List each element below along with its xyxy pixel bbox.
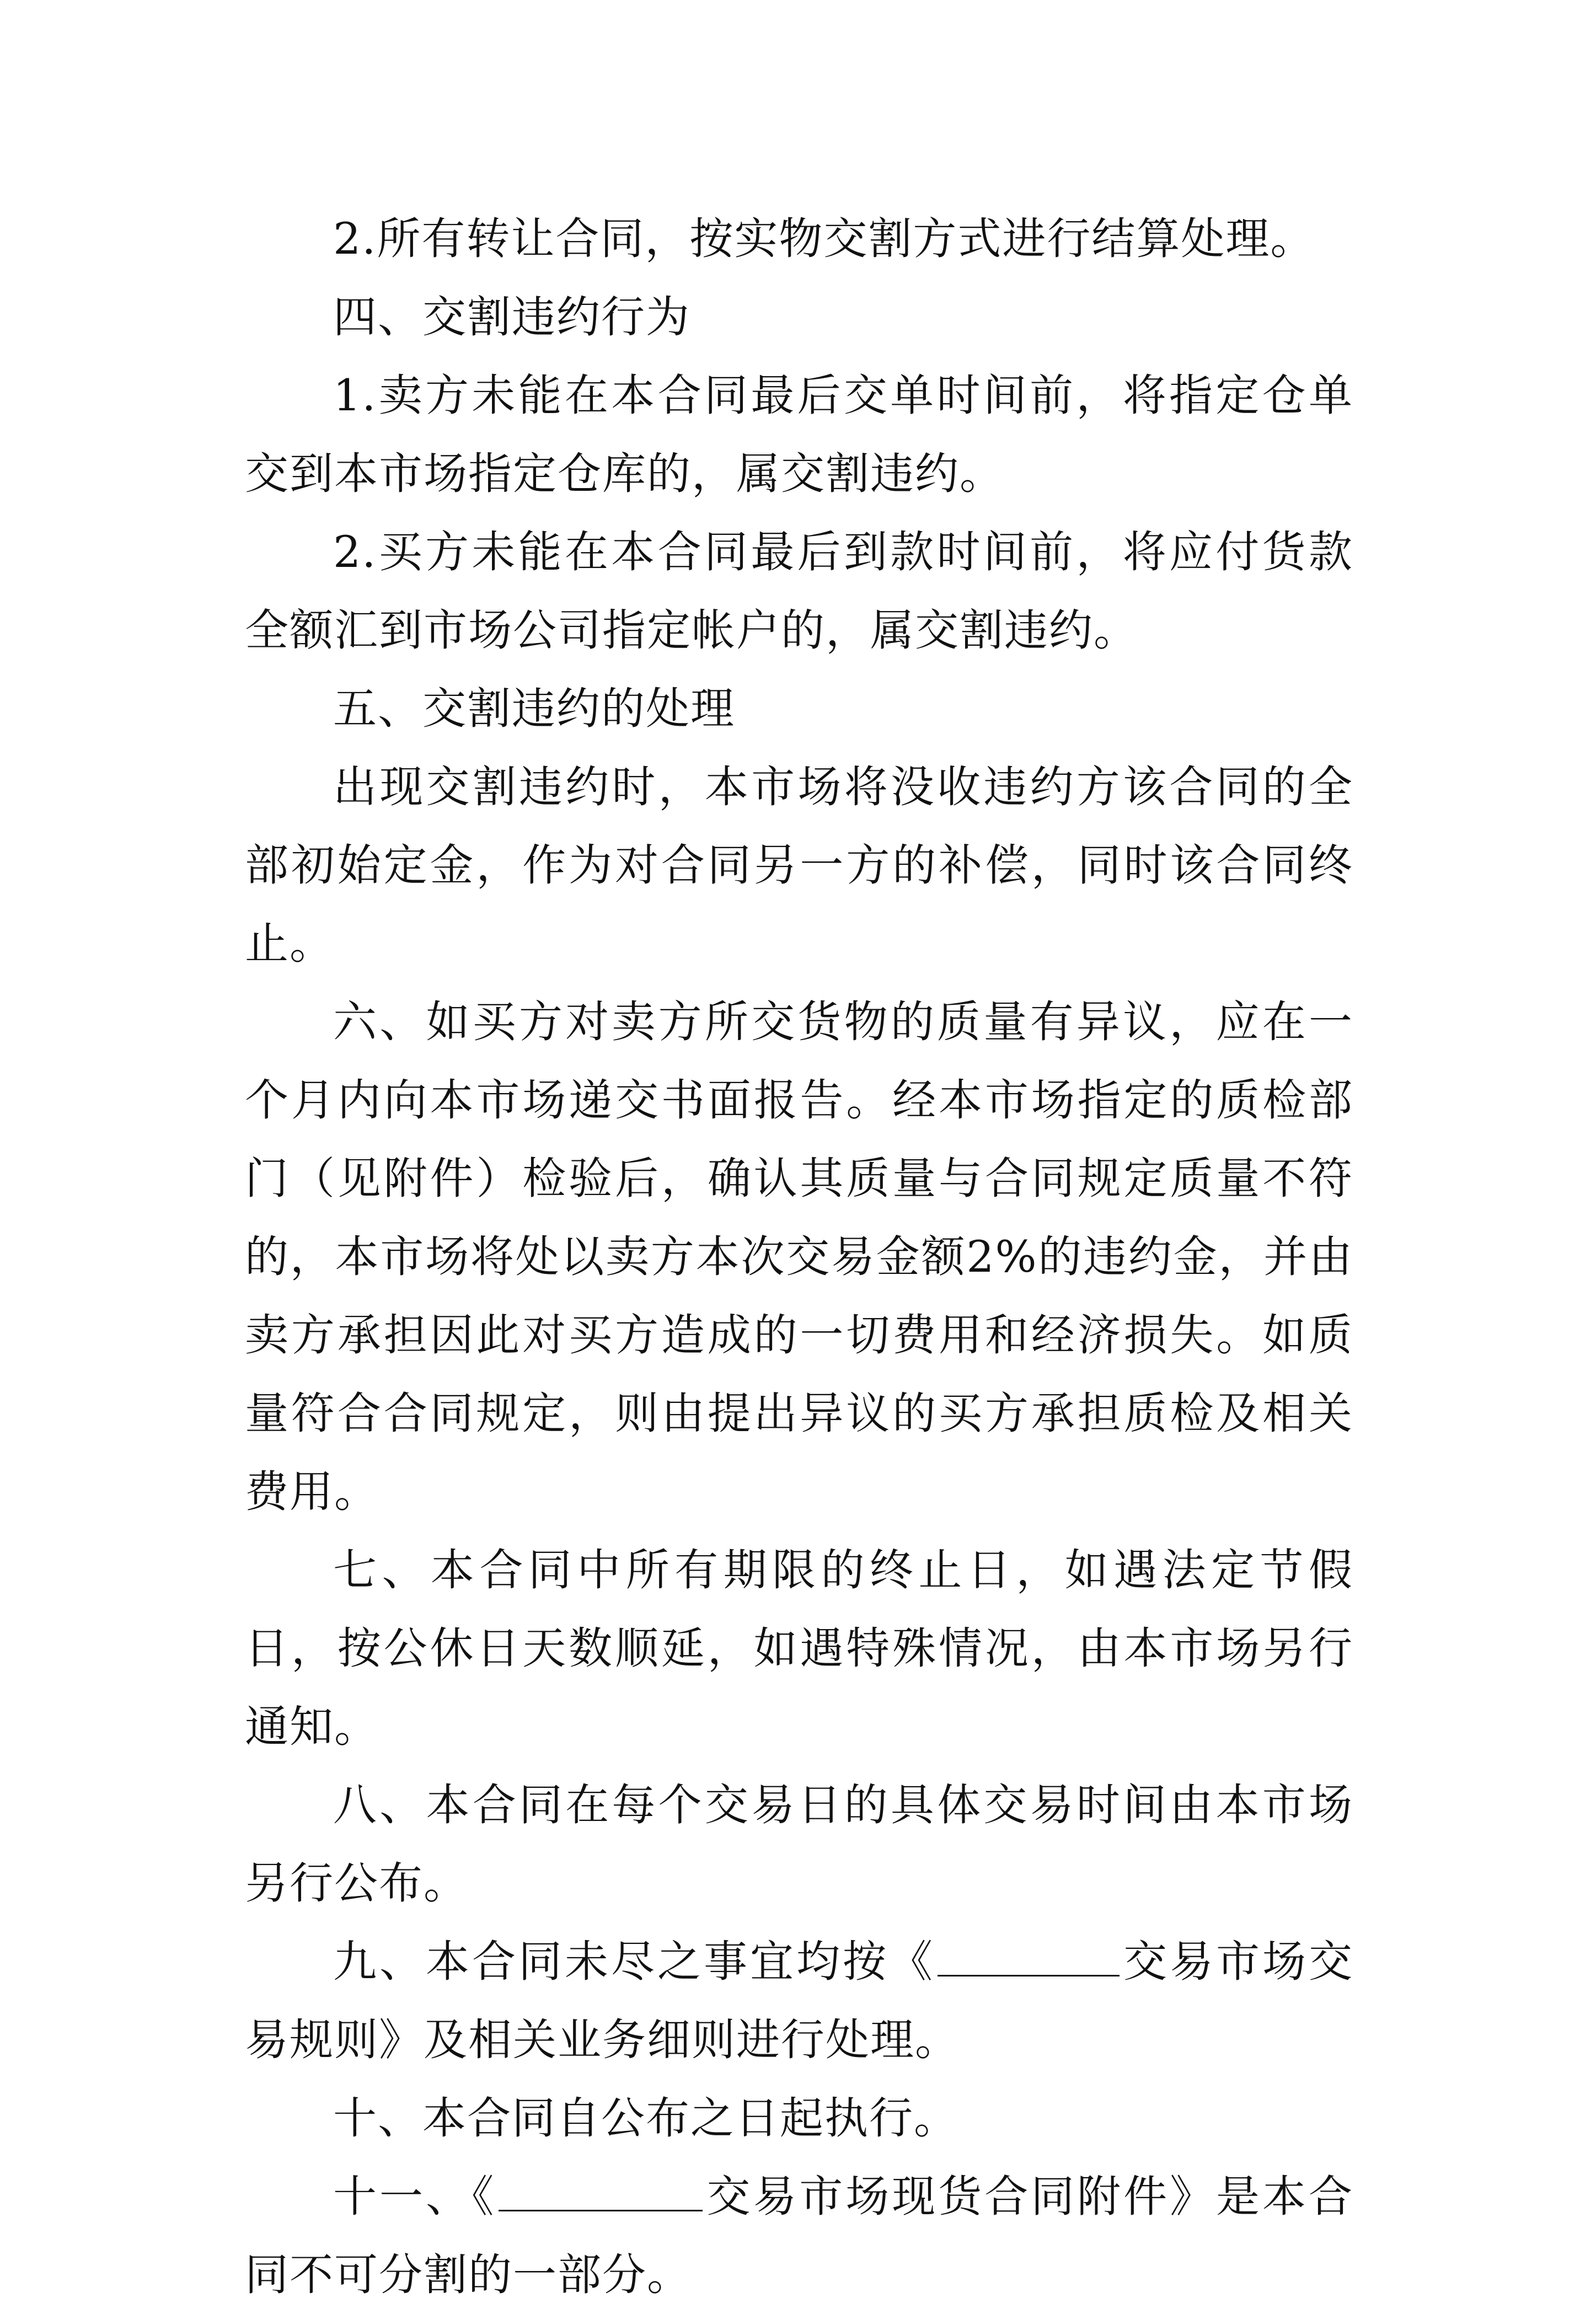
paragraph-settlement: 2.所有转让合同，按实物交割方式进行结算处理。 bbox=[333, 213, 1315, 264]
paragraph-buyer-default: 2.买方未能在本合同最后到款时间前，将应付货款全额汇到市场公司指定帐户的，属交割违约。 bbox=[245, 527, 1353, 656]
paragraph-attachment-end: 交易市场现货合同附件》是本合同不可分割的一部分。 bbox=[245, 2171, 1354, 2300]
market-name-blank bbox=[938, 1942, 1120, 1976]
paragraph-unresolved-matters bbox=[245, 1922, 1353, 2079]
paragraph-attachment bbox=[245, 2157, 1353, 2314]
paragraph-deadline-holiday: 七、本合同中所有期限的终止日，如遇法定节假日，按公休日天数顺延，如遇特殊情况，由本市场另行通知。 bbox=[245, 1545, 1353, 1752]
heading-default-handling: 五、交割违约的处理 bbox=[333, 683, 735, 734]
paragraph-quality-dispute: 六、如买方对卖方所交货物的质量有异议，应在一个月内向本市场递交书面报告。经本市场指定的质检部门（见附件）检验后，确认其质量与合同规定质量不符的，本市场将处以卖方本次交易金额2%的违约金，并由卖方承担因此对买方造成的一切费用和经济损失。如质量符合合同规定，则由提出异议的买方承担质检及相关费用。 bbox=[245, 997, 1353, 1517]
paragraph-unresolved-matters-end: 交易市场交易规则》及相关业务细则进行处理。 bbox=[245, 1936, 1353, 2065]
paragraph-attachment-start: 十一、《 bbox=[333, 2171, 497, 2222]
document-body bbox=[245, 200, 1353, 2314]
paragraph-seller-default: 1.卖方未能在本合同最后交单时间前，将指定仓单交到本市场指定仓库的，属交割违约。 bbox=[245, 370, 1353, 499]
paragraph-unresolved-matters-start: 九、本合同未尽之事宜均按《 bbox=[333, 1936, 935, 1987]
attachment-market-name-blank bbox=[499, 2177, 703, 2211]
paragraph-trading-hours: 八、本合同在每个交易日的具体交易时间由本市场另行公布。 bbox=[245, 1780, 1353, 1909]
paragraph-effective-date: 十、本合同自公布之日起执行。 bbox=[333, 2093, 958, 2144]
heading-delivery-default: 四、交割违约行为 bbox=[333, 292, 690, 342]
paragraph-default-handling: 出现交割违约时，本市场将没收违约方该合同的全部初始定金，作为对合同另一方的补偿，同时该合同终止。 bbox=[245, 762, 1353, 969]
